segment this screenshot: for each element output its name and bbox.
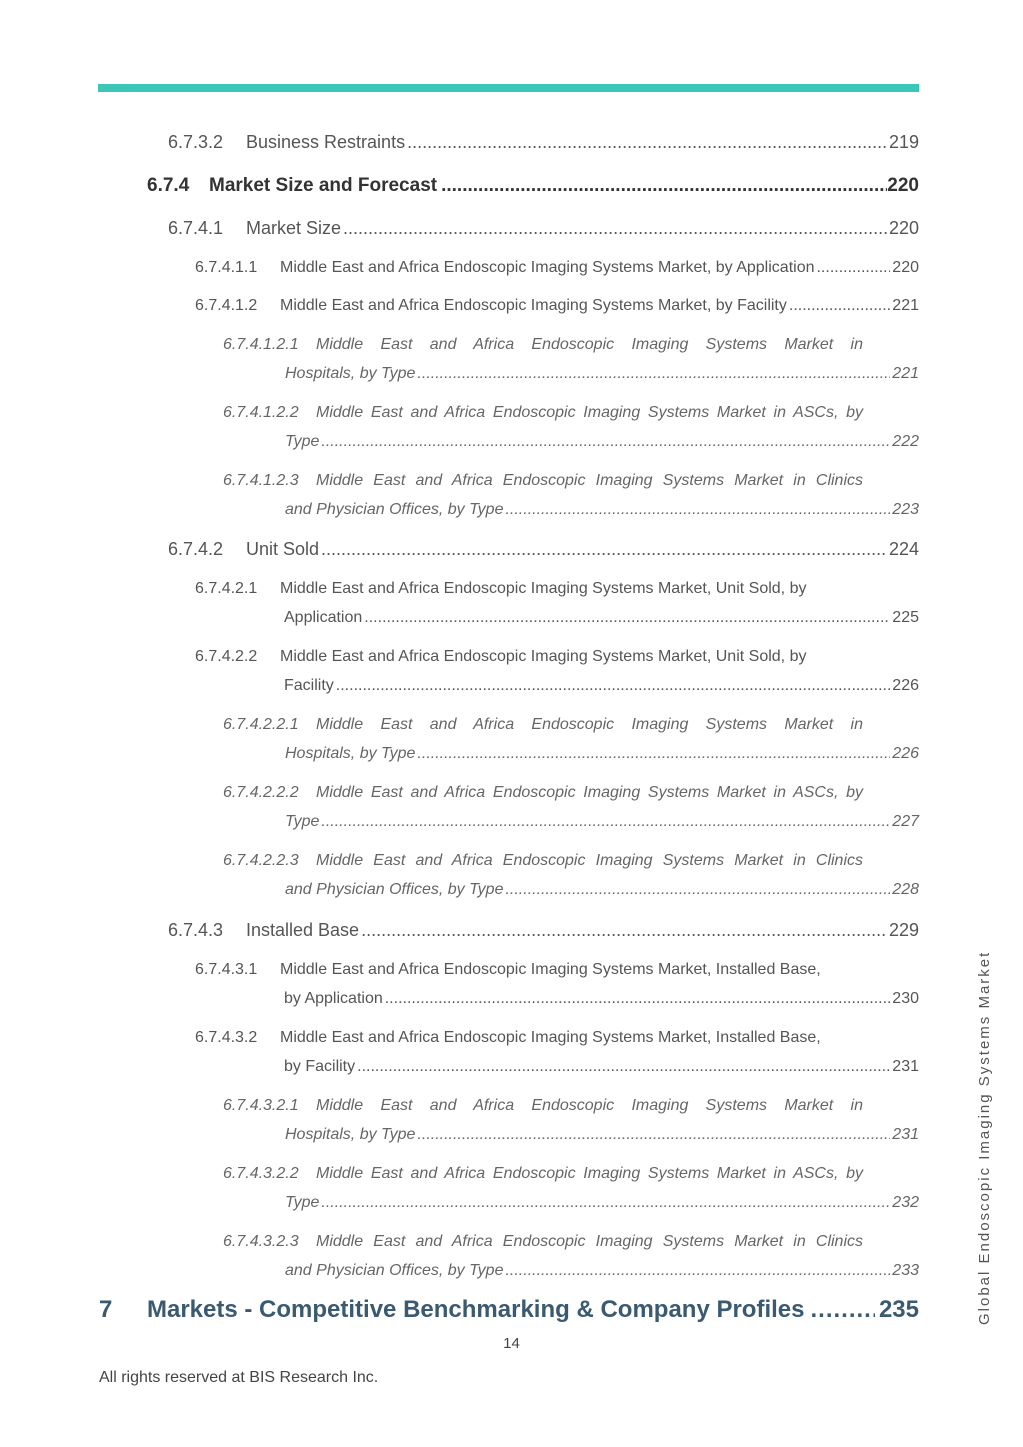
- toc-number: 6.7.4.1.2: [195, 297, 258, 314]
- toc-title: Middle East and Africa Endoscopic Imaging Systems Market, Unit Sold, by: [280, 580, 807, 597]
- toc-title-continued: Type: [285, 813, 320, 830]
- toc-number: 6.7.4.3.2: [195, 1029, 258, 1046]
- toc-title: Middle East and Africa Endoscopic Imaging Systems Market, by Application: [280, 259, 815, 276]
- toc-number: 6.7.4.2.2.3: [223, 852, 299, 869]
- toc-page: 231: [892, 1058, 919, 1075]
- toc-page: 226: [892, 745, 919, 762]
- toc-number: 6.7.3.2: [168, 132, 224, 152]
- toc-entry[interactable]: [223, 336, 919, 383]
- toc-leader: [811, 1296, 875, 1324]
- toc-leader: [505, 1262, 890, 1280]
- toc-number: 6.7.4.3.2.1: [223, 1097, 299, 1114]
- toc-leader: [321, 813, 890, 831]
- toc-page: 226: [892, 677, 919, 694]
- toc-title: Middle East and Africa Endoscopic Imaging Systems Market, by Facility: [280, 297, 787, 314]
- toc-title-continued: and Physician Offices, by Type: [285, 501, 504, 518]
- toc-number: 6.7.4.3: [168, 920, 224, 940]
- toc-entry[interactable]: [195, 1029, 919, 1076]
- toc-title: Middle East and Africa Endoscopic Imaging Systems Market, Unit Sold, by: [280, 648, 807, 665]
- toc-title: Middle East and Africa Endoscopic Imaging Systems Market in: [316, 336, 863, 353]
- toc-title: Middle East and Africa Endoscopic Imaging Systems Market in ASCs, by: [316, 404, 863, 421]
- toc-page: 232: [892, 1194, 919, 1211]
- toc-chapter-number: 7: [99, 1296, 113, 1323]
- toc-page: 233: [892, 1262, 919, 1279]
- toc-leader: [417, 1126, 890, 1144]
- toc-title: Market Size: [246, 218, 342, 238]
- toc-page: 229: [888, 920, 919, 940]
- toc-leader: [361, 920, 887, 941]
- toc-entry[interactable]: [168, 920, 919, 941]
- toc-entry[interactable]: [223, 784, 919, 831]
- toc-entry[interactable]: [223, 852, 919, 899]
- footer-copyright: All rights reserved at BIS Research Inc.: [99, 1369, 379, 1386]
- toc-leader: [441, 175, 887, 197]
- toc-number: 6.7.4.2.2.1: [223, 716, 299, 733]
- toc-number: 6.7.4.2.1: [195, 580, 258, 597]
- toc-page: 228: [892, 881, 919, 898]
- side-running-title: Global Endoscopic Imaging Systems Market: [976, 950, 993, 1325]
- toc-title: Middle East and Africa Endoscopic Imaging Systems Market in Clinics: [316, 472, 863, 489]
- toc-leader: [505, 881, 890, 899]
- toc-entry[interactable]: [195, 961, 919, 1008]
- toc-page: 230: [892, 990, 919, 1007]
- toc-leader: [364, 609, 890, 627]
- toc-number: 6.7.4: [147, 175, 190, 196]
- toc-leader: [357, 1058, 890, 1076]
- toc-title: Middle East and Africa Endoscopic Imaging Systems Market, Installed Base,: [280, 961, 821, 978]
- toc-page: 224: [888, 539, 919, 559]
- toc-page: 231: [892, 1126, 919, 1143]
- toc-title: Market Size and Forecast: [209, 175, 438, 196]
- toc-title-continued: Facility: [284, 677, 334, 694]
- toc-title: Middle East and Africa Endoscopic Imaging Systems Market, Installed Base,: [280, 1029, 821, 1046]
- toc-number: 6.7.4.2: [168, 539, 224, 559]
- toc-entry[interactable]: [223, 404, 919, 451]
- toc-title-continued: Application: [284, 609, 363, 626]
- toc-number: 6.7.4.1: [168, 218, 224, 238]
- toc-page: 221: [892, 297, 919, 314]
- toc-leader: [321, 1194, 890, 1212]
- toc-title: Unit Sold: [246, 539, 320, 559]
- toc-entry[interactable]: [168, 539, 919, 560]
- toc-page: 219: [888, 132, 919, 152]
- toc-page: 225: [892, 609, 919, 626]
- toc-chapter-title: Markets - Competitive Benchmarking & Company Profiles: [147, 1296, 805, 1323]
- toc-page: 220: [892, 259, 919, 276]
- toc-page: 227: [892, 813, 919, 830]
- toc-title-continued: and Physician Offices, by Type: [285, 881, 504, 898]
- page-number: 14: [503, 1335, 520, 1352]
- toc-number: 6.7.4.1.2.1: [223, 336, 299, 353]
- toc-number: 6.7.4.3.2.2: [223, 1165, 299, 1182]
- toc-number: 6.7.4.2.2: [195, 648, 258, 665]
- toc-title: Middle East and Africa Endoscopic Imaging Systems Market in ASCs, by: [316, 1165, 863, 1182]
- toc-entry[interactable]: [147, 175, 919, 197]
- toc-title: Middle East and Africa Endoscopic Imaging Systems Market in Clinics: [316, 852, 863, 869]
- toc-title-continued: Type: [285, 1194, 320, 1211]
- toc-leader: [816, 259, 890, 277]
- toc-number: 6.7.4.2.2.2: [223, 784, 299, 801]
- toc-entry[interactable]: [168, 218, 919, 239]
- toc-title: Middle East and Africa Endoscopic Imaging Systems Market in Clinics: [316, 1233, 863, 1250]
- toc-title-continued: Type: [285, 433, 320, 450]
- toc-leader: [505, 501, 890, 519]
- toc-entry[interactable]: [223, 1165, 919, 1212]
- toc-page: 220: [887, 175, 919, 196]
- toc-title-continued: Hospitals, by Type: [285, 365, 416, 382]
- toc-leader: [343, 218, 887, 239]
- toc-title: Business Restraints: [246, 132, 406, 152]
- toc-title-continued: Hospitals, by Type: [285, 1126, 416, 1143]
- toc-title-continued: and Physician Offices, by Type: [285, 1262, 504, 1279]
- toc-entry[interactable]: [168, 132, 919, 153]
- toc-title: Middle East and Africa Endoscopic Imaging Systems Market in: [316, 1097, 863, 1114]
- toc-entry[interactable]: [195, 580, 919, 627]
- toc-leader: [417, 745, 890, 763]
- toc-number: 6.7.4.1.1: [195, 259, 258, 276]
- toc-leader: [321, 539, 887, 560]
- toc-number: 6.7.4.1.2.2: [223, 404, 299, 421]
- toc-page: 220: [888, 218, 919, 238]
- toc-entry[interactable]: [195, 259, 919, 277]
- toc-chapter-entry[interactable]: [99, 1296, 919, 1324]
- toc-entry[interactable]: [223, 1097, 919, 1144]
- toc-title: Installed Base: [246, 920, 360, 940]
- toc-page: 223: [892, 501, 919, 518]
- toc-title-continued: by Application: [284, 990, 383, 1007]
- toc-number: 6.7.4.3.1: [195, 961, 258, 978]
- toc-title: Middle East and Africa Endoscopic Imaging Systems Market in: [316, 716, 863, 733]
- toc-leader: [336, 677, 891, 695]
- toc-entry[interactable]: [195, 648, 919, 695]
- toc-title-continued: Hospitals, by Type: [285, 745, 416, 762]
- toc-entry[interactable]: [223, 716, 919, 763]
- toc-leader: [789, 297, 890, 315]
- toc-number: 6.7.4.1.2.3: [223, 472, 299, 489]
- toc-chapter-page: 235: [878, 1296, 919, 1323]
- toc-entry[interactable]: [223, 1233, 919, 1280]
- toc-entry[interactable]: [223, 472, 919, 519]
- toc-leader: [417, 365, 890, 383]
- toc-leader: [321, 433, 890, 451]
- toc-title: Middle East and Africa Endoscopic Imaging Systems Market in ASCs, by: [316, 784, 863, 801]
- toc-entry[interactable]: [195, 297, 919, 315]
- toc-number: 6.7.4.3.2.3: [223, 1233, 299, 1250]
- toc-page: 222: [892, 433, 919, 450]
- toc-page: 221: [892, 365, 919, 382]
- toc-leader: [407, 132, 887, 153]
- toc-leader: [385, 990, 891, 1008]
- toc-title-continued: by Facility: [284, 1058, 356, 1075]
